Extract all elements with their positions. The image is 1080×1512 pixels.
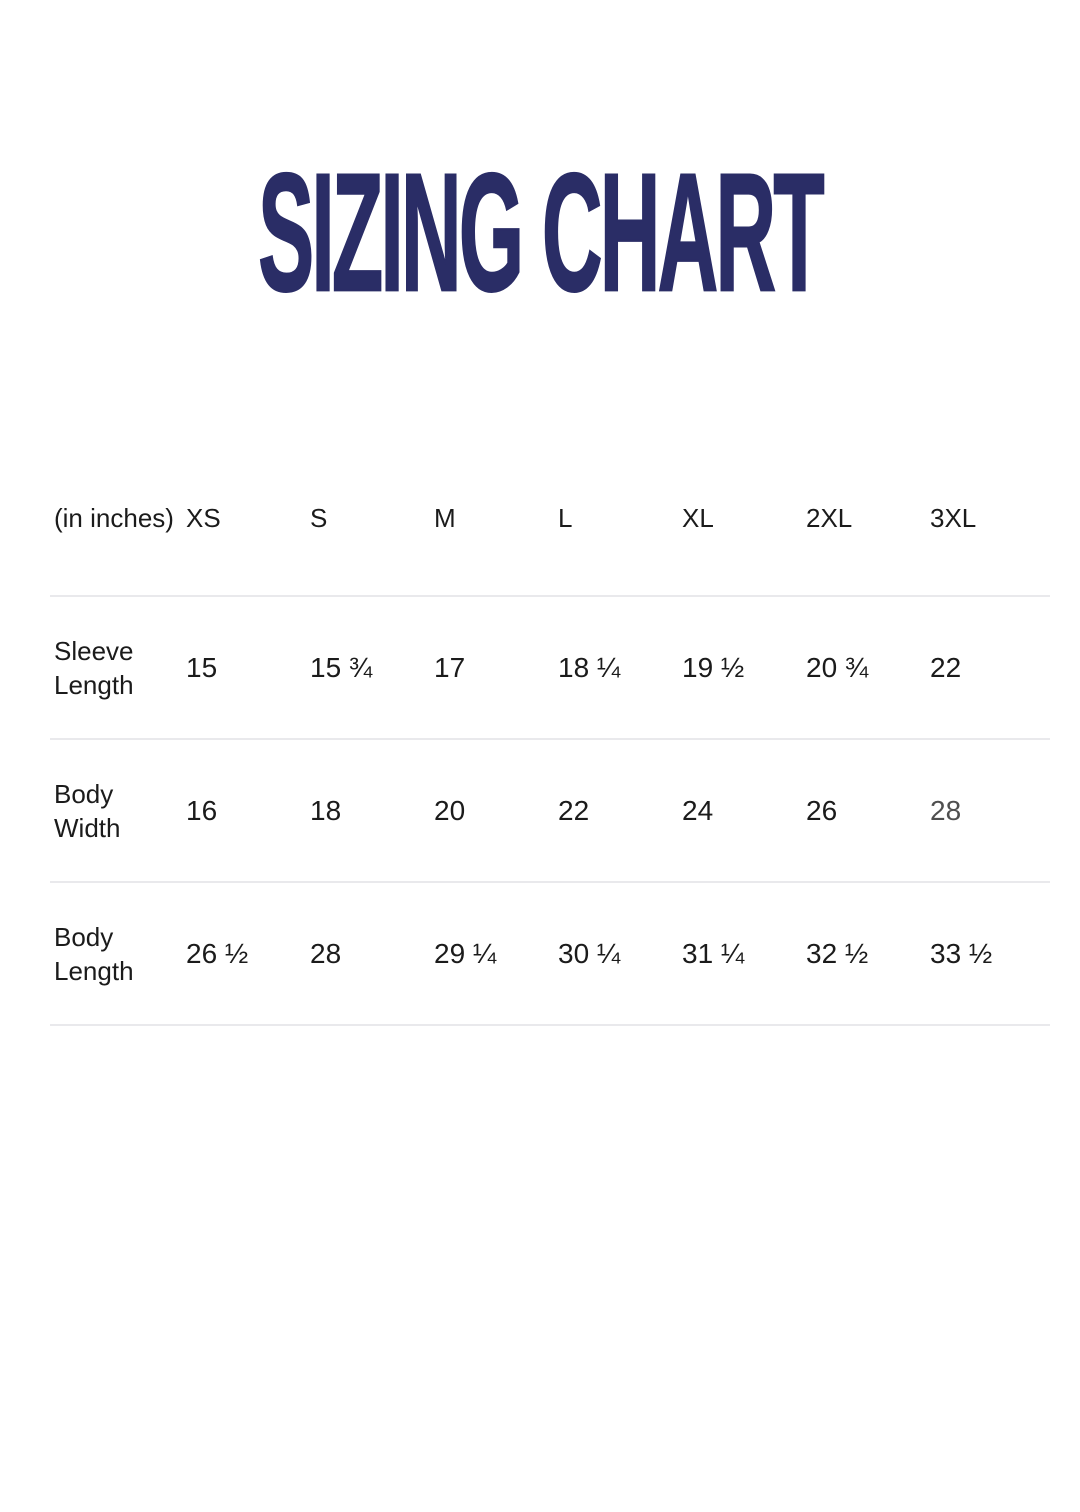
column-header-l: L: [558, 502, 573, 533]
row-label-sleeve-length: Sleeve Length: [54, 635, 134, 700]
cell-body-width-xl: 24: [682, 794, 714, 826]
cell-body-width-xs: 16: [186, 794, 218, 826]
sizing-chart-page: [0, 137, 1080, 1026]
cell-body-length-xl: 31 ¼: [682, 937, 745, 969]
row-label-body-length: Body Length: [54, 921, 134, 986]
cell-sleeve-length-xs: 15: [186, 651, 218, 683]
cell-body-length-s: 28: [310, 937, 342, 969]
column-header-3xl: 3XL: [930, 502, 977, 533]
cell-body-length-3xl: 33 ½: [930, 937, 993, 969]
cell-sleeve-length-l: 18 ¼: [558, 651, 621, 683]
column-header-2xl: 2XL: [806, 502, 853, 533]
size-table-grid: [50, 440, 1050, 1026]
cell-body-length-m: 29 ¼: [434, 937, 497, 969]
cell-sleeve-length-s: 15 ¾: [310, 651, 373, 683]
cell-body-length-xs: 26 ½: [186, 937, 249, 969]
column-header-s: S: [310, 502, 328, 533]
cell-sleeve-length-2xl: 20 ¾: [806, 651, 869, 683]
cell-body-width-m: 20: [434, 794, 466, 826]
cell-body-width-3xl: 28: [930, 794, 962, 826]
column-header-m: M: [434, 502, 456, 533]
cell-sleeve-length-m: 17: [434, 651, 466, 683]
row-label-body-width: Body Width: [54, 778, 121, 843]
column-header-xs: XS: [186, 502, 221, 533]
unit-note: (in inches): [54, 502, 174, 533]
table-row-sleeve-length: [50, 596, 1050, 739]
table-row-body-width: [50, 739, 1050, 882]
cell-body-width-l: 22: [558, 794, 590, 826]
cell-body-width-s: 18: [310, 794, 342, 826]
cell-sleeve-length-3xl: 22: [930, 651, 962, 683]
header-row: [50, 440, 1050, 596]
column-header-xl: XL: [682, 502, 714, 533]
cell-sleeve-length-xl: 19 ½: [682, 651, 745, 683]
table-row-body-length: [50, 882, 1050, 1025]
cell-body-length-l: 30 ¼: [558, 937, 621, 969]
cell-body-width-2xl: 26: [806, 794, 838, 826]
size-table: [50, 440, 1050, 1026]
page-title: SIZING CHART: [258, 137, 822, 327]
cell-body-length-2xl: 32 ½: [806, 937, 869, 969]
